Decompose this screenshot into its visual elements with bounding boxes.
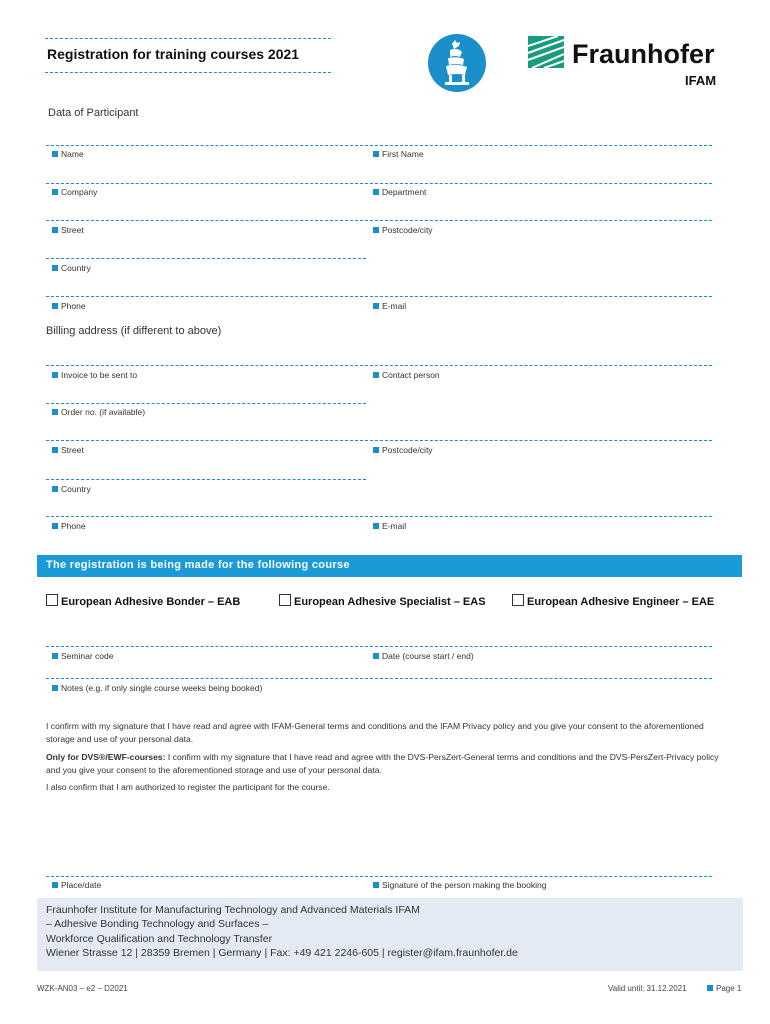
contact-person-field[interactable]: Contact person [373,370,440,380]
page-marker-icon [707,985,713,991]
consent-paragraph-1: I confirm with my signature that I have read and agree with IFAM-General terms and conditions and the IFAM Privacy policy and you give your consent to the aforementioned storage and use of your personal data. [46,721,704,744]
billing-postcode-field[interactable]: Postcode/city [373,445,433,455]
street-field[interactable]: Street [52,225,84,235]
divider [46,403,366,404]
divider [46,516,712,517]
divider [46,365,712,366]
course-option-eas[interactable]: European Adhesive Specialist – EAS [279,594,486,608]
divider [46,876,712,877]
email-field[interactable]: E-mail [373,301,406,311]
course-option-eab[interactable]: European Adhesive Bonder – EAB [46,594,240,608]
field-marker-icon [52,189,58,195]
order-number-field[interactable]: Order no. (if available) [52,407,145,417]
footer-address: Wiener Strasse 12 | 28359 Bremen | Germany | Fax: +49 421 2246-605 | register@ifam.fraunhofer.de [46,947,518,959]
brand-sub: IFAM [685,73,717,88]
department-field[interactable]: Department [373,187,426,197]
divider [46,646,712,647]
footer-department: – Adhesive Bonding Technology and Surfaces – [46,918,269,930]
field-marker-icon [373,882,379,888]
field-marker-icon [373,151,379,157]
brand-name: Fraunhofer [572,39,715,69]
field-marker-icon [52,685,58,691]
postcode-field[interactable]: Postcode/city [373,225,433,235]
invoice-field[interactable]: Invoice to be sent to [52,370,137,380]
billing-phone-field[interactable]: Phone [52,521,86,531]
divider [46,296,712,297]
field-marker-icon [52,151,58,157]
company-field[interactable]: Company [52,187,97,197]
seminar-code-field[interactable]: Seminar code [52,651,113,661]
field-marker-icon [52,653,58,659]
field-marker-icon [373,303,379,309]
document-code: WZK-AN03 – e2 – D2021 [37,984,128,993]
page-number: Page 1 [707,984,741,993]
checkbox-icon[interactable] [279,594,291,606]
field-marker-icon [373,189,379,195]
fraunhofer-stripes-icon [528,36,564,68]
divider [46,440,712,441]
divider [46,258,366,259]
divider [46,183,712,184]
first-name-field[interactable]: First Name [373,149,424,159]
field-marker-icon [52,409,58,415]
form-title-box [45,38,331,73]
divider [46,479,366,480]
field-marker-icon [373,653,379,659]
checkbox-icon[interactable] [46,594,58,606]
field-marker-icon [52,372,58,378]
footer-unit: Workforce Qualification and Technology Transfer [46,933,273,945]
consent-paragraph-2 [46,751,726,776]
form-title: Registration for training courses 2021 [47,46,300,62]
field-marker-icon [373,447,379,453]
valid-until: Valid until: 31.12.2021 [608,984,687,993]
field-marker-icon [52,303,58,309]
footer-institute: Fraunhofer Institute for Manufacturing Technology and Advanced Materials IFAM [46,904,420,916]
field-marker-icon [52,227,58,233]
divider [46,220,712,221]
place-date-field[interactable]: Place/date [52,880,101,890]
field-marker-icon [373,227,379,233]
notes-field[interactable]: Notes (e.g. if only single course weeks being booked) [52,683,262,693]
course-banner-text: The registration is being made for the following course [46,559,350,571]
name-field[interactable]: Name [52,149,84,159]
consent-dvs-label: Only for DVS®/EWF-courses: [46,752,166,762]
billing-heading: Billing address (if different to above) [46,325,222,337]
field-marker-icon [52,486,58,492]
checkbox-icon[interactable] [512,594,524,606]
course-banner [37,555,742,577]
field-marker-icon [52,523,58,529]
course-date-field[interactable]: Date (course start / end) [373,651,474,661]
billing-street-field[interactable]: Street [52,445,84,455]
bremen-seal-logo [428,34,486,92]
participant-heading: Data of Participant [48,107,139,119]
billing-email-field[interactable]: E-mail [373,521,406,531]
divider [46,145,712,146]
field-marker-icon [52,447,58,453]
field-marker-icon [373,523,379,529]
consent-paragraph-3: I also confirm that I am authorized to register the participant for the course. [46,782,330,792]
billing-country-field[interactable]: Country [52,484,91,494]
phone-field[interactable]: Phone [52,301,86,311]
country-field[interactable]: Country [52,263,91,273]
field-marker-icon [52,882,58,888]
course-option-eae[interactable]: European Adhesive Engineer – EAE [512,594,714,608]
divider [46,678,712,679]
field-marker-icon [52,265,58,271]
signature-field[interactable]: Signature of the person making the booking [373,880,546,890]
institute-footer [37,898,743,971]
consent-dvs-text: I confirm with my signature that I have read and agree with the DVS-PersZert-General terms and conditions and the DVS-PersZert-Privacy policy and you give your consent to the aforementioned storage and use of your personal data. [46,752,719,775]
town-musicians-icon [428,34,486,92]
field-marker-icon [373,372,379,378]
